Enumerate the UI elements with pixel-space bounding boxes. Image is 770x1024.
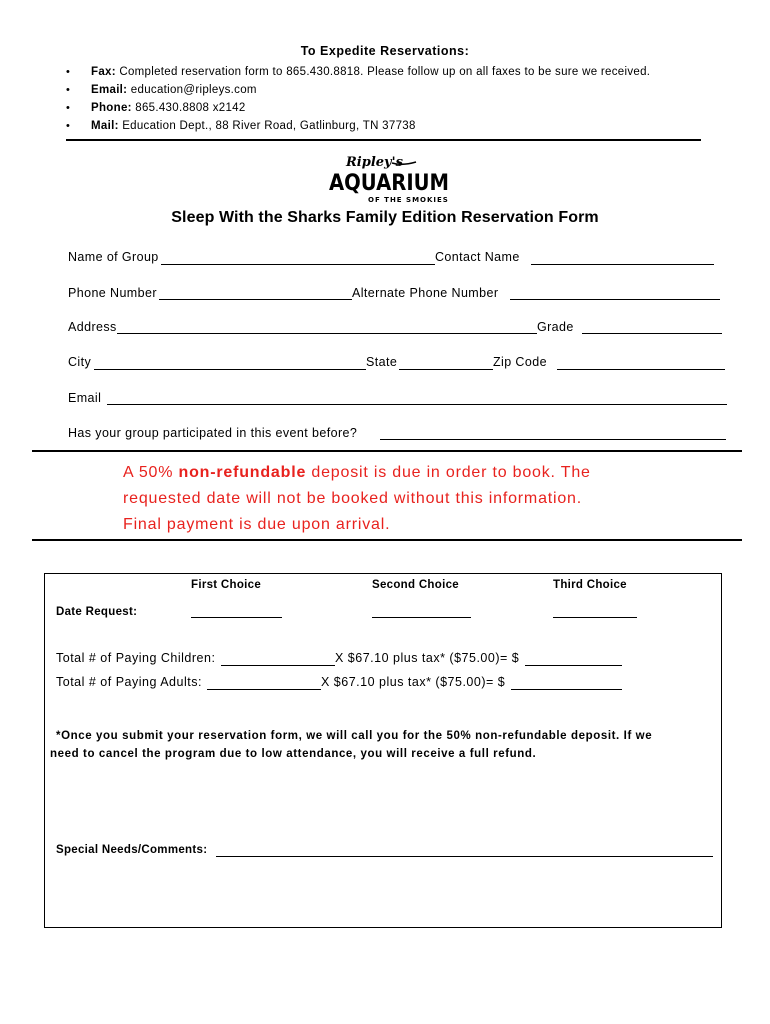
city-field[interactable] <box>94 369 366 370</box>
grade-label: Grade <box>537 320 574 334</box>
third-choice-date-field[interactable] <box>553 617 637 618</box>
adults-price: X $67.10 plus tax* ($75.00)= $ <box>321 675 506 689</box>
zip-label: Zip Code <box>493 355 547 369</box>
address-label: Address <box>68 320 117 334</box>
fax-text: Completed reservation form to 865.430.8818. Please follow up on all faxes to be sure we received. <box>115 66 651 78</box>
state-label: State <box>366 355 398 369</box>
notice-bold: non-refundable <box>178 464 307 481</box>
header-divider <box>66 139 701 141</box>
mail-bullet <box>66 120 416 132</box>
alt-phone-label: Alternate Phone Number <box>352 286 499 300</box>
logo-name: AQUARIUM <box>329 171 449 196</box>
mail-text: Education Dept., 88 River Road, Gatlinburg, TN 37738 <box>118 120 416 132</box>
notice-part1: A 50% <box>123 464 179 481</box>
second-choice-date-field[interactable] <box>372 617 471 618</box>
phone-field[interactable] <box>159 299 352 300</box>
fax-key: Fax: <box>91 66 116 78</box>
grade-field[interactable] <box>582 333 722 334</box>
zip-field[interactable] <box>557 369 725 370</box>
address-field[interactable] <box>117 333 537 334</box>
form-title: Sleep With the Sharks Family Edition Reservation Form <box>171 209 599 226</box>
ripleys-aquarium-logo <box>328 152 454 208</box>
first-choice-date-field[interactable] <box>191 617 282 618</box>
children-label: Total # of Paying Children: <box>56 651 216 665</box>
bullet-dot-icon: • <box>66 66 71 78</box>
adults-count-field[interactable] <box>207 689 321 690</box>
email-text: education@ripleys.com <box>127 84 257 96</box>
email-field[interactable] <box>107 404 727 405</box>
contact-name-label: Contact Name <box>435 250 520 264</box>
adults-label: Total # of Paying Adults: <box>56 675 202 689</box>
group-name-field[interactable] <box>161 264 435 265</box>
children-total-field[interactable] <box>525 665 622 666</box>
fax-bullet <box>66 66 650 78</box>
phone-key: Phone: <box>91 102 132 114</box>
logo-brand: Ripley's <box>346 155 403 170</box>
phone-text: 865.430.8808 x2142 <box>131 102 246 114</box>
date-request-label: Date Request: <box>56 606 138 618</box>
first-choice-heading: First Choice <box>191 579 262 591</box>
children-count-field[interactable] <box>221 665 335 666</box>
disclaimer-line1: *Once you submit your reservation form, we will call you for the 50% non-refundable deposit. If we <box>56 730 653 742</box>
bullet-dot-icon: • <box>66 84 71 96</box>
phone-label: Phone Number <box>68 286 157 300</box>
city-label: City <box>68 355 92 369</box>
mail-key: Mail: <box>91 120 119 132</box>
participated-label: Has your group participated in this event before? <box>68 426 358 440</box>
state-field[interactable] <box>399 369 493 370</box>
notice-top-divider <box>32 450 742 452</box>
expedite-heading: To Expedite Reservations: <box>300 44 470 58</box>
email-key: Email: <box>91 84 128 96</box>
children-price: X $67.10 plus tax* ($75.00)= $ <box>335 651 520 665</box>
notice-part2: deposit is due in order to book. The <box>306 464 591 481</box>
notice-line2: requested date will not be booked without this information. <box>123 490 583 507</box>
phone-bullet <box>66 102 246 114</box>
disclaimer-line2: need to cancel the program due to low attendance, you will receive a full refund. <box>50 748 537 760</box>
alt-phone-field[interactable] <box>510 299 720 300</box>
notice-bottom-divider <box>32 539 742 541</box>
special-needs-field[interactable] <box>216 856 713 857</box>
notice-line3: Final payment is due upon arrival. <box>123 516 391 533</box>
special-needs-label: Special Needs/Comments: <box>56 844 208 856</box>
deposit-notice <box>123 460 591 538</box>
third-choice-heading: Third Choice <box>553 579 627 591</box>
group-name-label: Name of Group <box>68 250 159 264</box>
second-choice-heading: Second Choice <box>372 579 459 591</box>
adults-total-field[interactable] <box>511 689 622 690</box>
bullet-dot-icon: • <box>66 102 71 114</box>
email-label: Email <box>68 391 102 405</box>
logo-sub: OF THE SMOKIES <box>368 196 449 204</box>
contact-name-field[interactable] <box>531 264 714 265</box>
participated-field[interactable] <box>380 439 726 440</box>
refund-disclaimer <box>50 727 722 763</box>
email-bullet <box>66 84 257 96</box>
bullet-dot-icon: • <box>66 120 71 132</box>
